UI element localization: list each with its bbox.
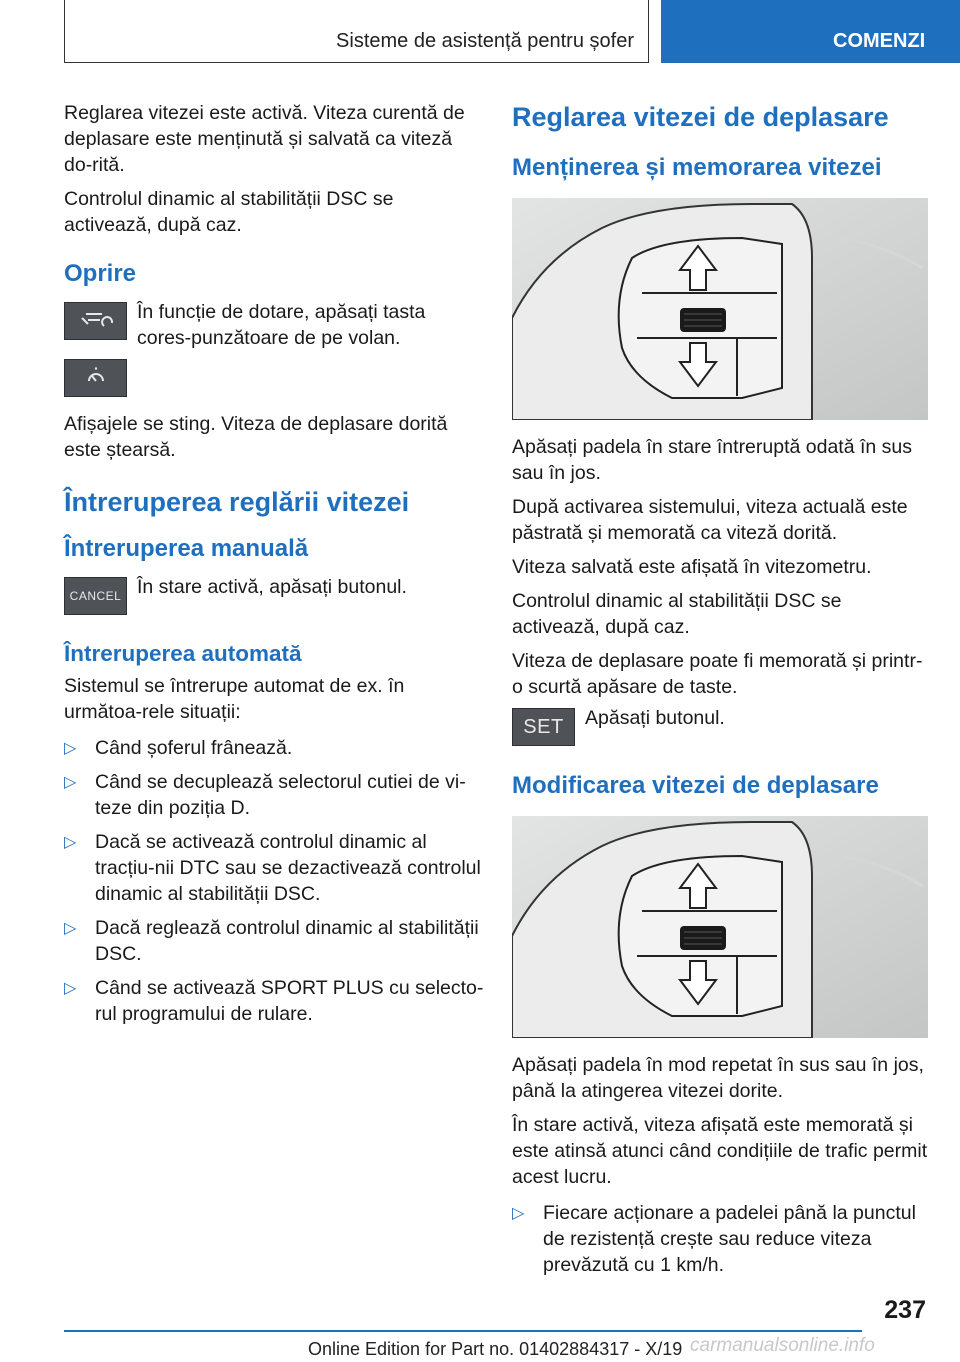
modificare-bullet-list bbox=[512, 1200, 932, 1278]
triangle-bullet-icon: ▷ bbox=[64, 774, 77, 791]
footer-divider bbox=[64, 1330, 862, 1332]
list-item: ▷ Fiecare acționare a padelei până la punctul de rezistență crește sau reduce viteza prevăzută cu 1 km/h. bbox=[512, 1202, 916, 1276]
header-box bbox=[64, 0, 649, 63]
mentinere-paragraph-1: Apăsați padela în stare întreruptă odată în sus sau în jos. bbox=[512, 436, 913, 484]
mentinere-paragraph-5: Viteza de deplasare poate fi memorată și printr-o scurtă apăsare de taste. bbox=[512, 650, 923, 698]
oprire-after-text: Afișajele se sting. Viteza de deplasare dorită este ștearsă. bbox=[64, 413, 448, 461]
manuala-text: În stare activă, apăsați butonul. bbox=[137, 576, 407, 598]
manuala-heading: Întreruperea manuală bbox=[64, 535, 309, 562]
automata-bullet-list bbox=[64, 735, 484, 1027]
oprire-text: În funcție de dotare, apăsați tasta cores-punzătoare de pe volan. bbox=[137, 301, 426, 349]
list-item: ▷ Când șoferul frânează. bbox=[64, 735, 484, 761]
mentinere-heading: Menținerea și memorarea vitezei bbox=[512, 154, 882, 181]
triangle-bullet-icon: ▷ bbox=[64, 834, 77, 851]
modificare-paragraph-1: Apăsați padela în mod repetat în sus sau în jos, până la atingerea vitezei dorite. bbox=[512, 1054, 924, 1102]
oprire-second-icon-row bbox=[64, 359, 484, 397]
triangle-bullet-icon: ▷ bbox=[64, 920, 77, 937]
right-column bbox=[512, 100, 932, 1286]
speed-limiter-button-icon bbox=[64, 359, 127, 397]
mentinere-paragraph-3: Viteza salvată este afișată în vitezometru. bbox=[512, 556, 872, 578]
intro-paragraph-2: Controlul dinamic al stabilității DSC se activează, după caz. bbox=[64, 188, 394, 236]
page-number: 237 bbox=[884, 1296, 926, 1324]
list-item: ▷ Dacă reglează controlul dinamic al stabilității DSC. bbox=[64, 917, 479, 965]
list-item: ▷ Dacă se activează controlul dinamic al tracțiu-nii DTC sau se dezactivează controlul dinamic al stabilității DSC. bbox=[64, 831, 481, 905]
modificare-paragraph-2: În stare activă, viteza afișată este memorată și este atinsă atunci când condițiile de trafic permit acest lucru. bbox=[512, 1114, 928, 1188]
watermark: carmanualsonline.info bbox=[690, 1335, 875, 1356]
left-column bbox=[64, 100, 484, 1035]
mentinere-paragraph-2: După activarea sistemului, viteza actuală este păstrată și memorată ca viteză dorită. bbox=[512, 496, 908, 544]
set-text: Apăsați butonul. bbox=[585, 707, 725, 729]
cruise-off-button-icon bbox=[64, 302, 127, 340]
manuala-instruction bbox=[64, 577, 484, 615]
set-instruction bbox=[512, 708, 932, 746]
steering-wheel-paddle-image bbox=[512, 198, 928, 420]
steering-wheel-paddle-image-2 bbox=[512, 816, 928, 1038]
oprire-instruction bbox=[64, 302, 484, 351]
chapter-badge-label: COMENZI bbox=[833, 30, 926, 52]
edition-text: Online Edition for Part no. 01402884317 - X/19 bbox=[308, 1339, 683, 1359]
triangle-bullet-icon: ▷ bbox=[512, 1205, 525, 1222]
modificare-heading: Modificarea vitezei de deplasare bbox=[512, 772, 879, 799]
automata-heading: Întreruperea automată bbox=[64, 641, 302, 666]
intro-paragraph-1: Reglarea vitezei este activă. Viteza curentă de deplasare este menținută și salvată ca viteză do-rită. bbox=[64, 102, 465, 176]
reglare-heading: Reglarea vitezei de deplasare bbox=[512, 102, 889, 132]
intrerupere-heading: Întreruperea reglării vitezei bbox=[64, 487, 410, 517]
cancel-button-icon: CANCEL bbox=[64, 577, 127, 615]
automata-intro: Sistemul se întrerupe automat de ex. în următoa-rele situații: bbox=[64, 675, 405, 723]
section-title: Sisteme de asistență pentru șofer bbox=[336, 30, 634, 52]
mentinere-paragraph-4: Controlul dinamic al stabilității DSC se activează, după caz. bbox=[512, 590, 842, 638]
triangle-bullet-icon: ▷ bbox=[64, 980, 77, 997]
chapter-badge bbox=[661, 0, 960, 63]
triangle-bullet-icon: ▷ bbox=[64, 740, 77, 757]
set-button-icon: SET bbox=[512, 708, 575, 746]
oprire-heading: Oprire bbox=[64, 260, 137, 287]
list-item: ▷ Când se decuplează selectorul cutiei de vi-teze din poziția D. bbox=[64, 771, 466, 819]
list-item: ▷ Când se activează SPORT PLUS cu selecto-rul programului de rulare. bbox=[64, 977, 484, 1025]
